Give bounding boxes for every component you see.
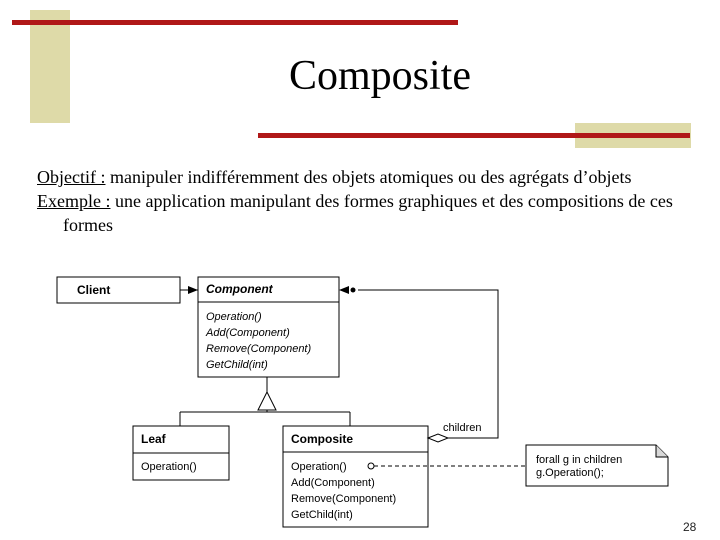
objective-text: manipuler indifféremment des objets atomiques ou des agrégats d’objets — [109, 167, 632, 187]
slide-title: Composite — [288, 53, 471, 99]
component-class-name: Component — [206, 282, 273, 296]
client-component-association — [180, 286, 198, 294]
note-folded-corner — [656, 445, 668, 457]
association-arrowhead — [188, 286, 198, 294]
composite-class — [283, 426, 428, 527]
children-aggregation — [339, 286, 498, 442]
note — [526, 445, 668, 486]
leaf-class — [133, 426, 229, 480]
composite-op-4: GetChild(int) — [291, 509, 353, 521]
composite-op-1: Operation() — [291, 461, 347, 473]
children-label: children — [443, 422, 482, 434]
aggregation-diamond — [428, 434, 448, 442]
leaf-class-name: Leaf — [141, 432, 166, 446]
leaf-op-1: Operation() — [141, 461, 197, 473]
client-class — [57, 277, 180, 303]
client-class-name: Client — [77, 283, 111, 297]
component-op-3: Remove(Component) — [206, 343, 312, 355]
note-line-1: forall g in children — [536, 454, 623, 466]
composite-op-3: Remove(Component) — [291, 493, 397, 505]
generalization-triangle — [258, 392, 276, 410]
note-anchor-circle — [368, 463, 374, 469]
aggregation-line — [358, 290, 498, 438]
multiplicity-dot — [351, 288, 356, 293]
inheritance-generalization — [180, 377, 350, 426]
example-label: Exemple : — [37, 191, 111, 211]
objective-label: Objectif : — [37, 167, 106, 187]
example-text: une application manipulant des formes graphiques et des compositions de ces formes — [63, 191, 673, 235]
component-class — [198, 277, 339, 377]
page-number: 28 — [683, 520, 697, 534]
component-op-1: Operation() — [206, 311, 262, 323]
aggregation-arrowhead — [339, 286, 349, 294]
composite-op-2: Add(Component) — [291, 477, 375, 489]
note-line-2: g.Operation(); — [536, 467, 604, 479]
component-op-2: Add(Component) — [206, 327, 290, 339]
composite-class-name: Composite — [291, 432, 354, 446]
component-op-4: GetChild(int) — [206, 359, 268, 371]
client-class-box — [57, 277, 180, 303]
